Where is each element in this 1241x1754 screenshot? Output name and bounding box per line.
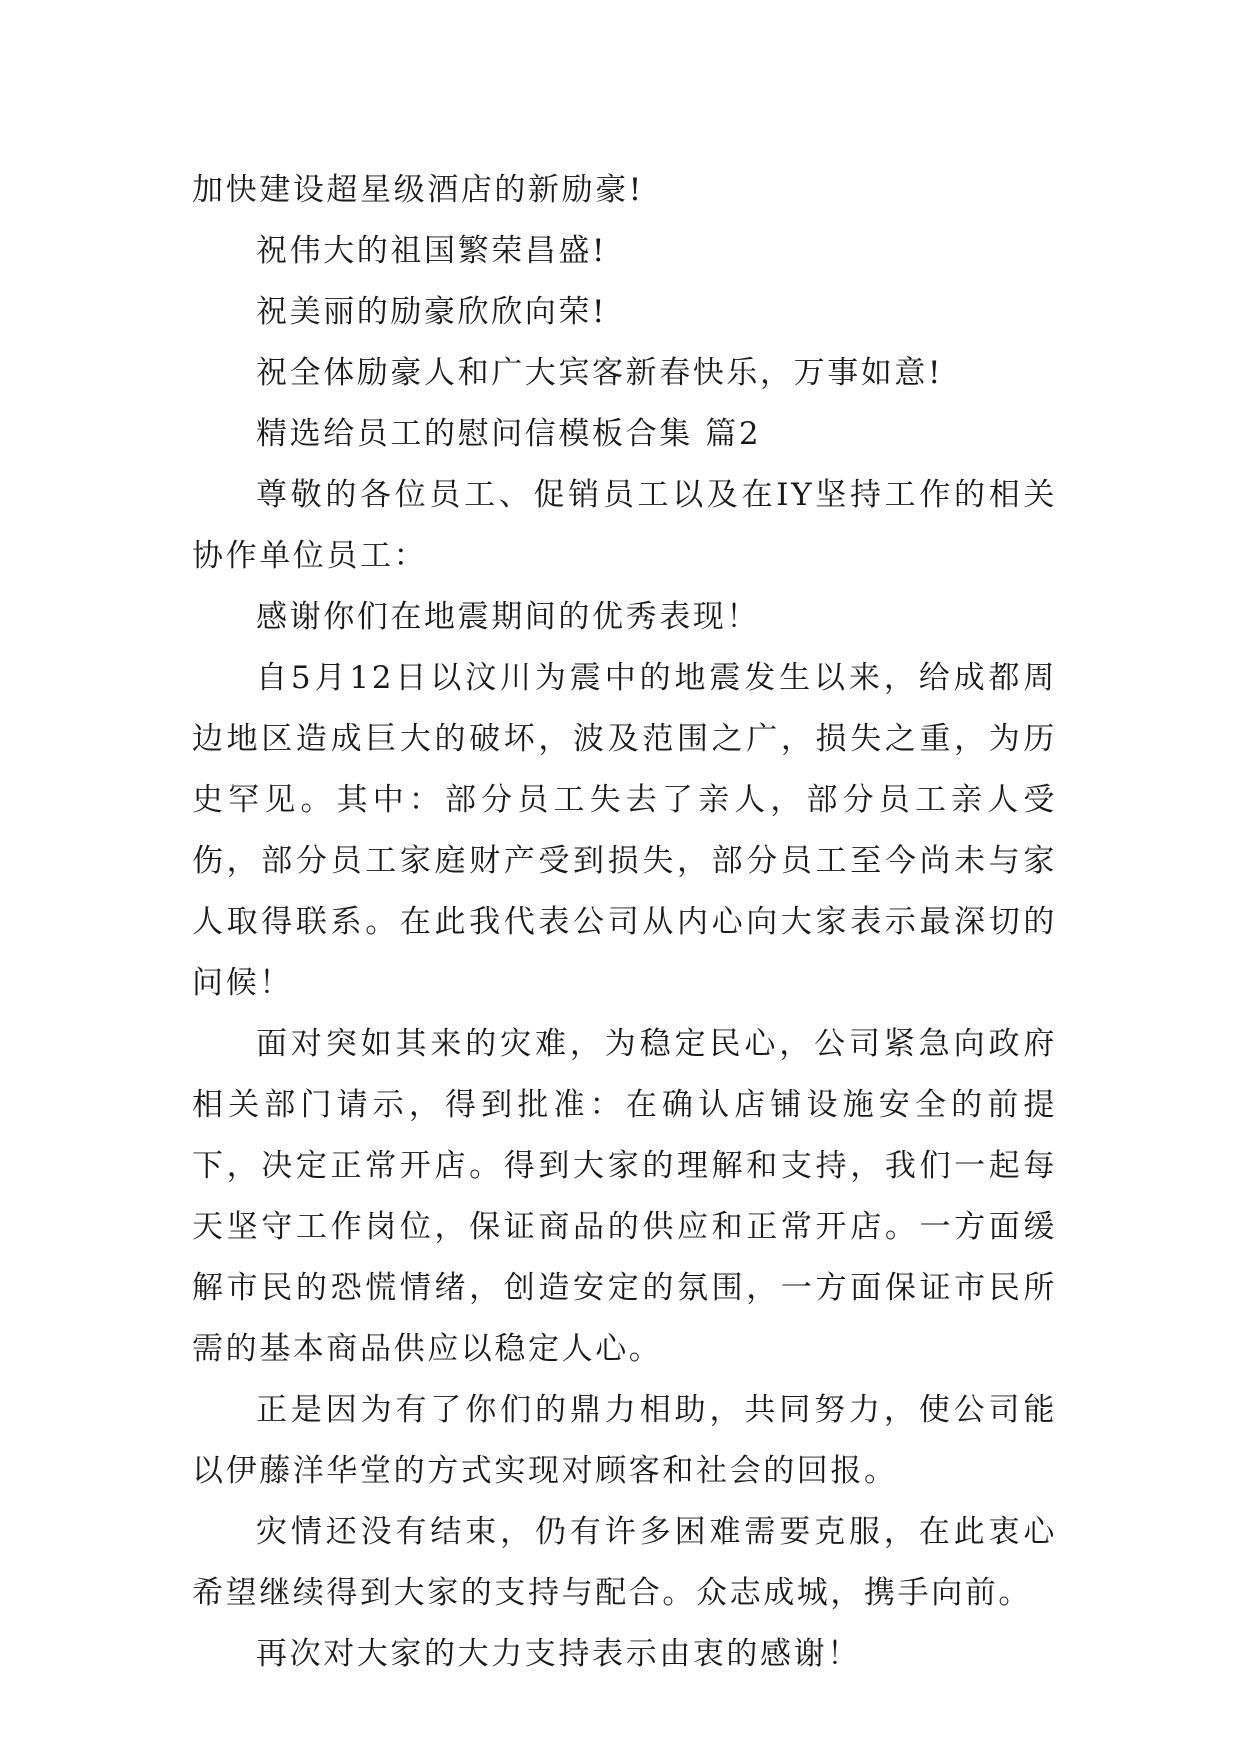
paragraph-blessing-lihao: 祝美丽的励豪欣欣向荣! bbox=[256, 294, 608, 330]
paragraph-continuing: 灾情还没有结束，仍有许多困难需要克服，在此衷心希望继续得到大家的支持与配合。众志成城，携手向前。 bbox=[192, 1514, 1057, 1611]
paragraph-closing-line: 加快建设超星级酒店的新励豪! bbox=[192, 172, 644, 208]
paragraph-blessing-guests: 祝全体励豪人和广大宾客新春快乐，万事如意! bbox=[256, 355, 944, 391]
document-body bbox=[192, 160, 1057, 1685]
paragraph-earthquake: 自5月12日以汶川为震中的地震发生以来，给成都周边地区造成巨大的破坏，波及范围之广，损失之重，为历史罕见。其中：部分员工失去了亲人，部分员工亲人受伤，部分员工家庭财产受到损失，部分员工至今尚未与家人取得联系。在此我代表公司从内心向大家表示最深切的问候！ bbox=[192, 660, 1057, 1001]
paragraph-gratitude: 正是因为有了你们的鼎力相助，共同努力，使公司能以伊藤洋华堂的方式实现对顾客和社会的回报。 bbox=[192, 1392, 1057, 1489]
paragraph-thanks: 感谢你们在地震期间的优秀表现！ bbox=[256, 599, 760, 635]
section-heading: 精选给员工的慰问信模板合集 篇2 bbox=[256, 416, 762, 452]
paragraph-blessing-country: 祝伟大的祖国繁荣昌盛! bbox=[256, 233, 608, 269]
paragraph-response: 面对突如其来的灾难，为稳定民心，公司紧急向政府相关部门请示，得到批准：在确认店铺设施安全的前提下，决定正常开店。得到大家的理解和支持，我们一起每天坚守工作岗位，保证商品的供应和正常开店。一方面缓解市民的恐慌情绪，创造安定的氛围，一方面保证市民所需的基本商品供应以稳定人心。 bbox=[192, 1026, 1057, 1367]
paragraph-final-thanks: 再次对大家的大力支持表示由衷的感谢！ bbox=[256, 1636, 861, 1672]
paragraph-salutation: 尊敬的各位员工、促销员工以及在IY坚持工作的相关协作单位员工： bbox=[192, 477, 1057, 574]
